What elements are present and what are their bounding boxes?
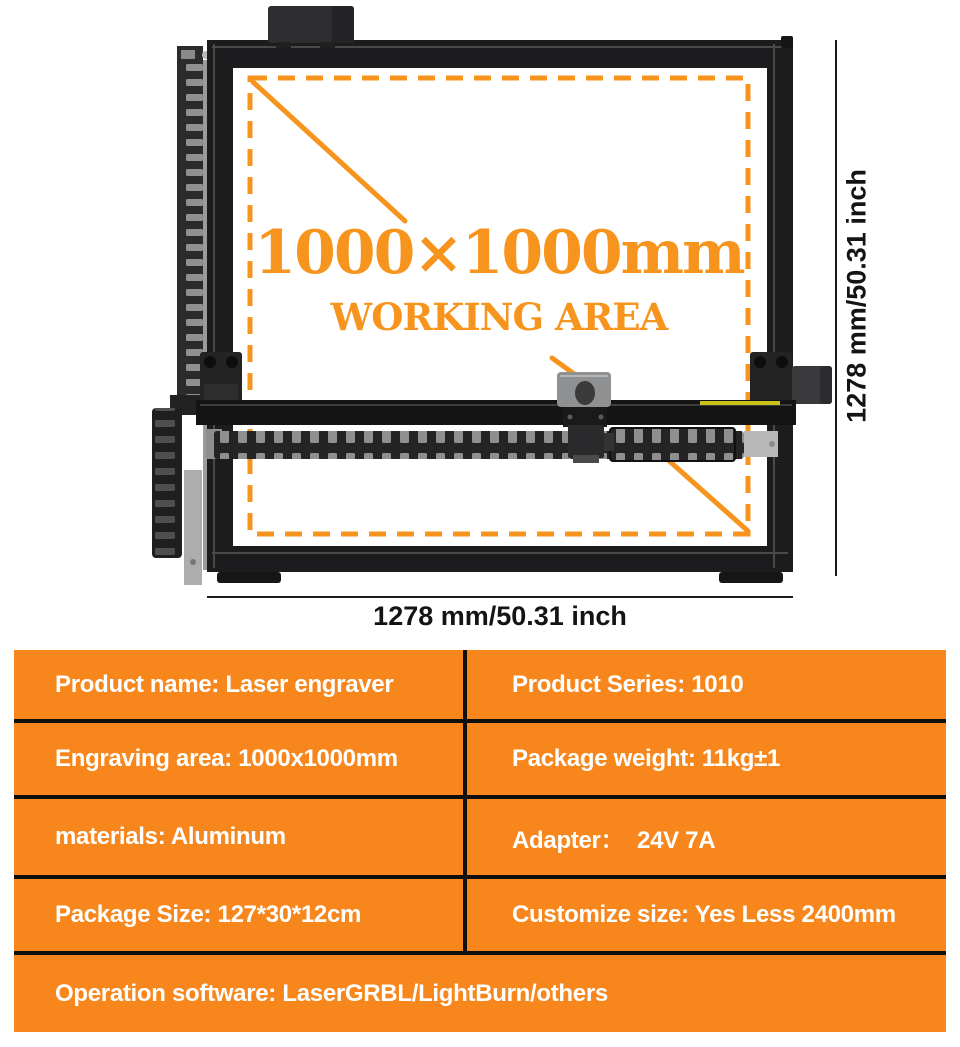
- spec-table: [14, 650, 946, 1032]
- machine-foot-right: [719, 572, 783, 583]
- height-dimension-label: 1278 mm/50.31 inch: [841, 169, 872, 423]
- spec-cell-operation-software: Operation software: LaserGRBL/LightBurn/others: [14, 955, 946, 1032]
- x-axis-cable-chain: [206, 428, 778, 461]
- spec-cell-package-size: Package Size: 127*30*12cm: [14, 879, 463, 951]
- top-control-box: [268, 6, 354, 48]
- laser-lens: [575, 381, 595, 405]
- gantry-beam: [196, 352, 832, 425]
- machine-foot-left: [217, 572, 281, 583]
- working-area-label: WORKING AREA: [330, 295, 668, 339]
- caution-strip: [700, 401, 780, 405]
- working-area-size-label: 1000×1000mm: [254, 218, 744, 288]
- spec-cell-materials: materials: Aluminum: [14, 799, 463, 875]
- spec-cell-customize-size: Customize size: Yes Less 2400mm: [467, 879, 946, 951]
- spec-cell-engraving-area: Engraving area: 1000x1000mm: [14, 723, 463, 795]
- spec-cell-product-name: Product name: Laser engraver: [14, 650, 463, 719]
- spec-cell-adapter: Adapter： 24V 7A: [467, 799, 946, 875]
- width-dimension-label: 1278 mm/50.31 inch: [373, 601, 627, 631]
- spec-cell-package-weight: Package weight: 11kg±1: [467, 723, 946, 795]
- spec-cell-product-series: Product Series: 1010: [467, 650, 946, 719]
- left-cable-chain: [152, 46, 210, 585]
